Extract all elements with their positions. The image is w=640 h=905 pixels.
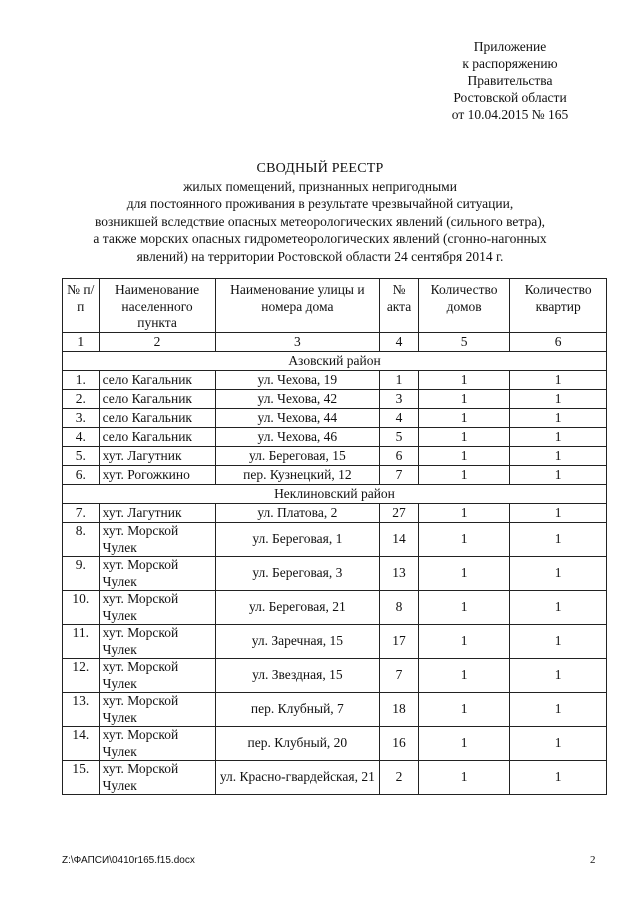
header-cell-flats: Количество квартир (510, 279, 607, 333)
cell-place: хут. Морской Чулек (99, 659, 215, 693)
appendix-block (390, 38, 630, 123)
column-index: 2 (99, 333, 215, 352)
district-name: Азовский район (63, 352, 607, 371)
table-row (63, 659, 607, 693)
table-row (63, 504, 607, 523)
cell-flats: 1 (510, 625, 607, 659)
table-row (63, 409, 607, 428)
title-line: для постоянного проживания в результате чрезвычайной ситуации, (126, 196, 514, 211)
cell-flats: 1 (510, 504, 607, 523)
table-row (63, 761, 607, 795)
cell-number: 9. (63, 557, 100, 591)
cell-houses: 1 (418, 727, 510, 761)
header-cell-houses: Количество домов (418, 279, 510, 333)
cell-flats: 1 (510, 390, 607, 409)
table-row (63, 523, 607, 557)
cell-place: хут. Лагутник (99, 447, 215, 466)
cell-number: 5. (63, 447, 100, 466)
column-index: 1 (63, 333, 100, 352)
column-index: 6 (510, 333, 607, 352)
cell-houses: 1 (418, 693, 510, 727)
cell-flats: 1 (510, 447, 607, 466)
cell-place: хут. Морской Чулек (99, 625, 215, 659)
cell-flats: 1 (510, 659, 607, 693)
table-row (63, 466, 607, 485)
cell-street: ул. Чехова, 19 (215, 371, 380, 390)
cell-houses: 1 (418, 659, 510, 693)
title-line: возникшей вследствие опасных метеорологических явлений (сильного ветра), (94, 213, 546, 229)
cell-street: пер. Клубный, 7 (215, 693, 380, 727)
cell-act: 3 (380, 390, 419, 409)
cell-place: хут. Рогожкино (99, 466, 215, 485)
appendix-line: Приложение (473, 39, 547, 54)
cell-act: 6 (380, 447, 419, 466)
cell-flats: 1 (510, 428, 607, 447)
column-index: 4 (380, 333, 419, 352)
cell-place: хут. Морской Чулек (99, 761, 215, 795)
cell-houses: 1 (418, 761, 510, 795)
table-row (63, 371, 607, 390)
header-cell-act: № акта (380, 279, 419, 333)
cell-flats: 1 (510, 557, 607, 591)
appendix-line: Ростовской области (453, 90, 567, 105)
cell-number: 15. (63, 761, 100, 795)
cell-houses: 1 (418, 409, 510, 428)
cell-houses: 1 (418, 557, 510, 591)
cell-houses: 1 (418, 390, 510, 409)
cell-number: 8. (63, 523, 100, 557)
cell-street: ул. Чехова, 46 (215, 428, 380, 447)
cell-number: 4. (63, 428, 100, 447)
registry-table (62, 278, 607, 795)
cell-number: 14. (63, 727, 100, 761)
cell-street: ул. Заречная, 15 (215, 625, 380, 659)
header-cell-number: № п/п (63, 279, 100, 333)
appendix-line: к распоряжению (462, 56, 558, 71)
cell-act: 5 (380, 428, 419, 447)
cell-number: 1. (63, 371, 100, 390)
cell-houses: 1 (418, 447, 510, 466)
cell-place: хут. Морской Чулек (99, 693, 215, 727)
cell-act: 2 (380, 761, 419, 795)
cell-place: хут. Морской Чулек (99, 727, 215, 761)
cell-houses: 1 (418, 466, 510, 485)
cell-act: 14 (380, 523, 419, 557)
cell-flats: 1 (510, 693, 607, 727)
cell-place: село Кагальник (99, 409, 215, 428)
cell-place: село Кагальник (99, 428, 215, 447)
district-name: Неклиновский район (63, 485, 607, 504)
cell-street: ул. Береговая, 15 (215, 447, 380, 466)
district-row (63, 485, 607, 504)
cell-street: пер. Клубный, 20 (215, 727, 380, 761)
table-row (63, 727, 607, 761)
cell-flats: 1 (510, 761, 607, 795)
table-body (63, 333, 607, 795)
cell-place: хут. Морской Чулек (99, 523, 215, 557)
title-line: а также морских опасных гидрометеорологических явлений (сгонно-нагонных (93, 231, 547, 246)
table-row (63, 693, 607, 727)
cell-street: ул. Береговая, 3 (215, 557, 380, 591)
cell-houses: 1 (418, 371, 510, 390)
table-row (63, 557, 607, 591)
appendix-line: от 10.04.2015 № 165 (451, 107, 569, 122)
page-number: 2 (590, 854, 596, 866)
cell-flats: 1 (510, 466, 607, 485)
title-heading: СВОДНЫЙ РЕЕСТР (256, 161, 384, 176)
document-title (55, 160, 585, 265)
cell-street: пер. Кузнецкий, 12 (215, 466, 380, 485)
cell-act: 27 (380, 504, 419, 523)
cell-houses: 1 (418, 504, 510, 523)
cell-act: 13 (380, 557, 419, 591)
title-line: жилых помещений, признанных непригодными (183, 178, 457, 194)
footer-file-path: Z:\ФАПСИ\0410r165.f15.docx (62, 855, 195, 866)
table-row (63, 591, 607, 625)
cell-number: 7. (63, 504, 100, 523)
cell-houses: 1 (418, 428, 510, 447)
cell-street: ул. Чехова, 44 (215, 409, 380, 428)
district-row (63, 352, 607, 371)
cell-number: 12. (63, 659, 100, 693)
column-index: 5 (418, 333, 510, 352)
cell-number: 11. (63, 625, 100, 659)
cell-place: село Кагальник (99, 371, 215, 390)
cell-street: ул. Красно-гвардейская, 21 (215, 761, 380, 795)
table-row (63, 390, 607, 409)
cell-act: 8 (380, 591, 419, 625)
cell-flats: 1 (510, 409, 607, 428)
cell-flats: 1 (510, 591, 607, 625)
cell-act: 7 (380, 659, 419, 693)
header-cell-street: Наименование улицы и номера дома (215, 279, 380, 333)
header-cell-place: Наименование населенного пункта (99, 279, 215, 333)
cell-flats: 1 (510, 371, 607, 390)
cell-number: 3. (63, 409, 100, 428)
cell-act: 7 (380, 466, 419, 485)
cell-act: 18 (380, 693, 419, 727)
cell-street: ул. Звездная, 15 (215, 659, 380, 693)
cell-houses: 1 (418, 523, 510, 557)
cell-street: ул. Береговая, 21 (215, 591, 380, 625)
cell-street: ул. Береговая, 1 (215, 523, 380, 557)
cell-place: село Кагальник (99, 390, 215, 409)
cell-place: хут. Морской Чулек (99, 591, 215, 625)
appendix-line: Правительства (467, 73, 553, 88)
cell-houses: 1 (418, 625, 510, 659)
table-row (63, 447, 607, 466)
table-row (63, 625, 607, 659)
cell-number: 2. (63, 390, 100, 409)
cell-flats: 1 (510, 523, 607, 557)
cell-act: 1 (380, 371, 419, 390)
cell-place: хут. Морской Чулек (99, 557, 215, 591)
cell-flats: 1 (510, 727, 607, 761)
cell-number: 13. (63, 693, 100, 727)
cell-act: 4 (380, 409, 419, 428)
cell-act: 17 (380, 625, 419, 659)
cell-houses: 1 (418, 591, 510, 625)
cell-place: хут. Лагутник (99, 504, 215, 523)
cell-number: 10. (63, 591, 100, 625)
cell-act: 16 (380, 727, 419, 761)
cell-number: 6. (63, 466, 100, 485)
column-index: 3 (215, 333, 380, 352)
header-row (63, 279, 607, 333)
column-index-row (63, 333, 607, 352)
cell-street: ул. Платова, 2 (215, 504, 380, 523)
table-row (63, 428, 607, 447)
cell-street: ул. Чехова, 42 (215, 390, 380, 409)
title-line: явлений) на территории Ростовской области 24 сентября 2014 г. (136, 248, 504, 264)
